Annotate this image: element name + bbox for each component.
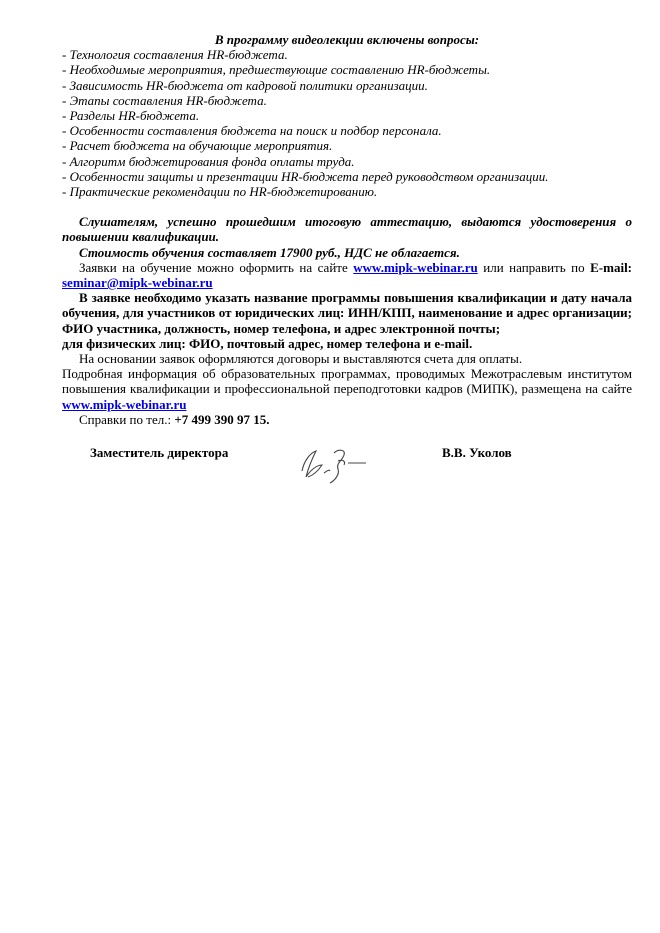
topic-item: - Расчет бюджета на обучающие мероприятия. <box>62 138 333 154</box>
application-middle: или направить по <box>483 259 585 275</box>
email-label: E-mail: <box>590 259 633 275</box>
topic-item: - Зависимость HR-бюджета от кадровой политики организации. <box>62 77 428 93</box>
site-link[interactable]: www.mipk-webinar.ru <box>353 259 478 275</box>
application-prefix: Заявки на обучение можно оформить на сайте <box>79 259 348 275</box>
info-text: Подробная информация об образовательных программах, проводимых Межотраслевым институтом повышения квалификации и профессиональной переподготовки кадров (МИПК), размещена на сайте <box>62 366 632 397</box>
program-heading: В программу видеолекции включены вопросы: <box>214 32 480 47</box>
signature-row <box>62 445 632 495</box>
individuals-paragraph: для физических лиц: ФИО, почтовый адрес, номер телефона и e-mail. <box>62 335 473 351</box>
handwritten-signature <box>294 441 372 485</box>
spacer <box>62 199 632 214</box>
topic-item: - Практические рекомендации по HR-бюджетированию. <box>62 184 378 200</box>
contracts-paragraph: На основании заявок оформляются договоры и выставляются счета для оплаты. <box>79 351 523 367</box>
info-site-link[interactable]: www.mipk-webinar.ru <box>62 396 187 412</box>
info-paragraph <box>62 366 632 412</box>
topic-item: - Алгоритм бюджетирования фонда оплаты труда. <box>62 153 355 169</box>
topic-item: - Необходимые мероприятия, предшествующие составлению HR-бюджеты. <box>62 62 491 78</box>
topic-item: - Разделы HR-бюджета. <box>62 108 200 124</box>
requirements-paragraph: В заявке необходимо указать название программы повышения квалификации и дату начала обучения, для участников от юридических лиц: ИНН/КПП, наименование и адрес организации; ФИО участника, должность, номер телефона, и адрес электронной почты; <box>62 290 632 336</box>
application-paragraph <box>62 260 632 290</box>
phone-label: Справки по тел.: <box>79 411 172 427</box>
topics-list <box>62 47 632 199</box>
phone-paragraph <box>62 412 632 427</box>
cost-paragraph: Стоимость обучения составляет 17900 руб., НДС не облагается. <box>79 244 460 260</box>
phone-number: +7 499 390 97 15. <box>174 411 270 427</box>
email-link[interactable]: seminar@mipk-webinar.ru <box>62 275 213 291</box>
topic-item: - Особенности защиты и презентации HR-бюджета перед руководством организации. <box>62 168 549 184</box>
document-page <box>62 32 632 495</box>
certificate-paragraph: Слушателям, успешно прошедшим итоговую аттестацию, выдаются удостоверения о повышении квалификации. <box>62 214 632 245</box>
signer-position: Заместитель директора <box>90 445 229 461</box>
signer-name: В.В. Уколов <box>442 445 512 461</box>
topic-item: - Этапы составления HR-бюджета. <box>62 92 267 108</box>
topic-item: - Технология составления HR-бюджета. <box>62 47 288 63</box>
topic-item: - Особенности составления бюджета на поиск и подбор персонала. <box>62 123 442 139</box>
